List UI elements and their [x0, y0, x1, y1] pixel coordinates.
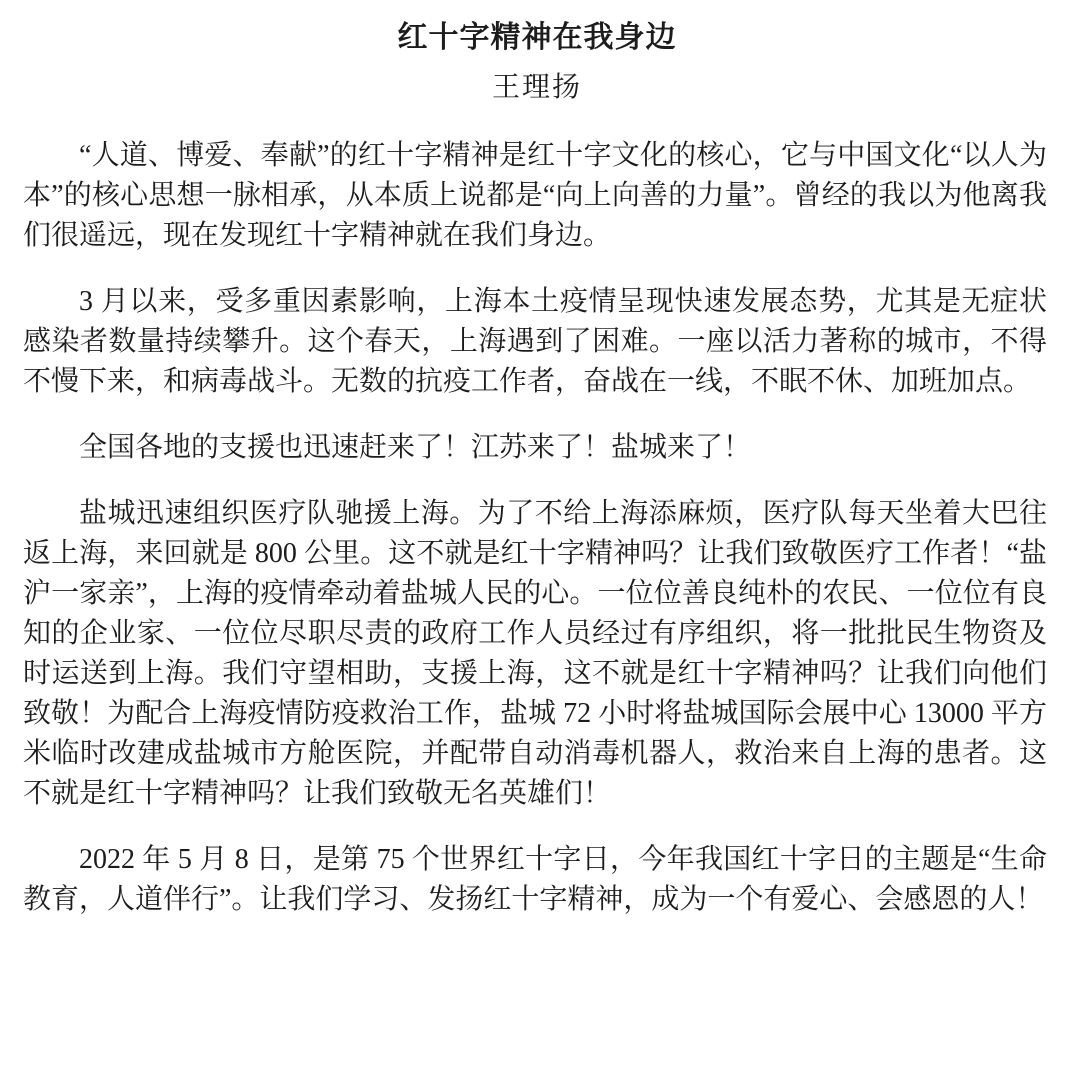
paragraph-support-arrives: 全国各地的支援也迅速赶来了！江苏来了！盐城来了！ — [79, 432, 752, 463]
document-body — [23, 136, 1047, 920]
paragraph-shanghai-outbreak: 3 月以来，受多重因素影响，上海本土疫情呈现快速发展态势，尤其是无症状感染者数量持续攀升。这个春天，上海遇到了困难。一座以活力著称的城市，不得不慢下来，和病毒战斗。无数的抗疫工作者，奋战在一线，不眠不休、加班加点。 — [23, 286, 1047, 397]
paragraph-yancheng-aid: 盐城迅速组织医疗队驰援上海。为了不给上海添麻烦，医疗队每天坐着大巴往返上海，来回就是 800 公里。这不就是红十字精神吗？让我们致敬医疗工作者！“盐沪一家亲”，上海的疫情牵动着盐城人民的心。一位位善良纯朴的农民、一位位有良知的企业家、一位位尽职尽责的政府工作人员经过有序组织，将一批批民生物资及时运送到上海。我们守望相助，支援上海，这不就是红十字精神吗？让我们向他们致敬！为配合上海疫情防疫救治工作，盐城 72 小时将盐城国际会展中心 13000 平方米临时改建成盐城市方舱医院，并配带自动消毒机器人，救治来自上海的患者。这不就是红十字精神吗？让我们致敬无名英雄们！ — [23, 498, 1047, 809]
paragraph-conclusion: 2022 年 5 月 8 日，是第 75 个世界红十字日，今年我国红十字日的主题是“生命教育，人道伴行”。让我们学习、发扬红十字精神，成为一个有爱心、会感恩的人！ — [23, 844, 1047, 915]
document-title: 红十字精神在我身边 — [397, 21, 677, 54]
paragraph-intro: “人道、博爱、奉献”的红十字精神是红十字文化的核心，它与中国文化“以人为本”的核心思想一脉相承，从本质上说都是“向上向善的力量”。曾经的我以为他离我们很遥远，现在发现红十字精神就在我们身边。 — [23, 140, 1047, 251]
document-author: 王理扬 — [491, 72, 582, 103]
